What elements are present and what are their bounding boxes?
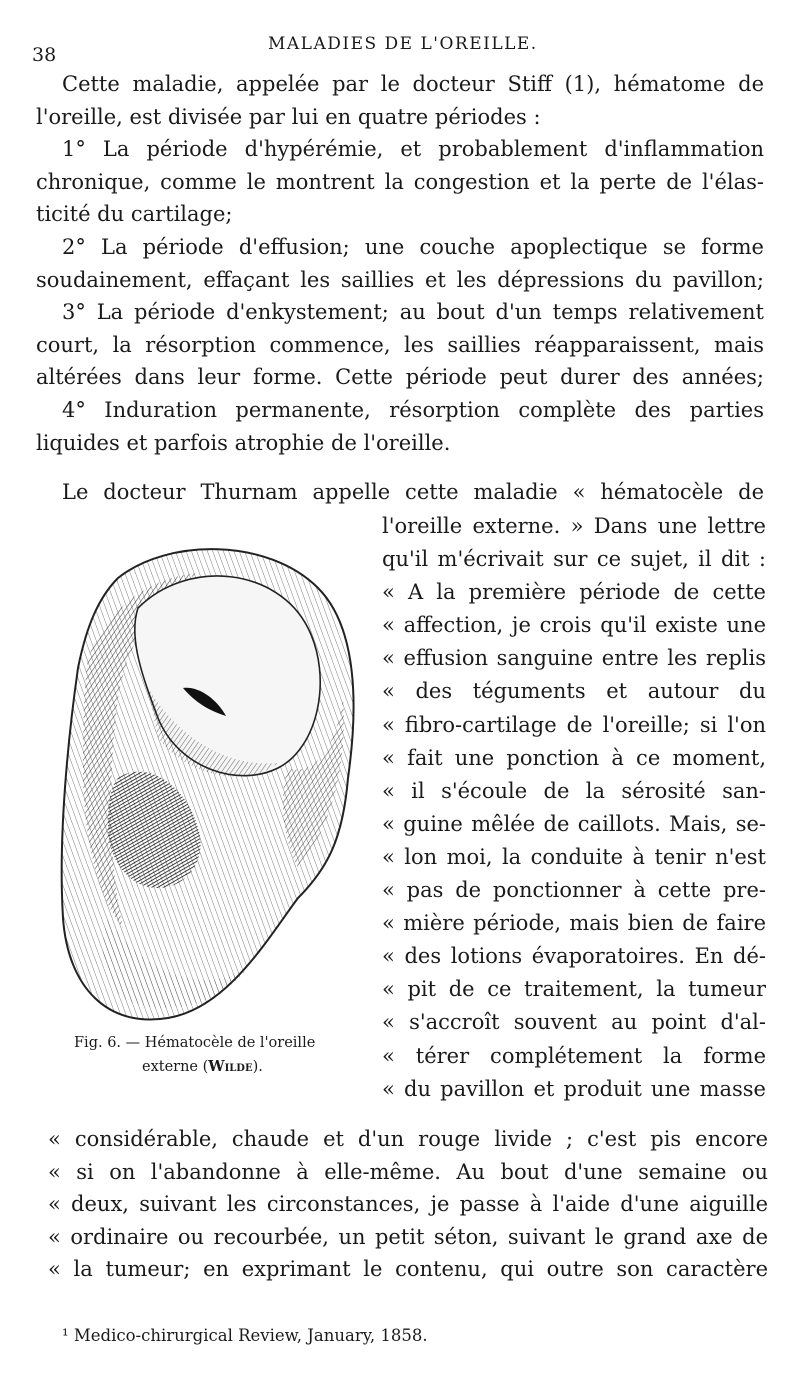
text-line: « si on l'abandonne à elle-même. Au bout d'une semaine ou <box>48 1159 768 1184</box>
text-line: « térer complétement la forme <box>382 1043 766 1068</box>
text-line: « il s'écoule de la sérosité san- <box>382 778 766 803</box>
text-line: « lon moi, la conduite à tenir n'est <box>382 844 766 869</box>
body-text-wrap-start <box>36 476 764 509</box>
text-line: « deux, suivant les circonstances, je passe à l'aide d'une aiguille <box>48 1192 768 1217</box>
body-text-top <box>36 68 764 459</box>
text-line: « la tumeur; en exprimant le contenu, qui outre son caractère <box>48 1257 768 1282</box>
text-line: « des lotions évaporatoires. En dé- <box>382 944 766 969</box>
text-line: Cette maladie, appelée par le docteur Stiff (1), hématome de <box>62 72 764 96</box>
ear-illustration <box>48 538 368 1032</box>
text-line: « fibro-cartilage de l'oreille; si l'on <box>382 712 766 737</box>
text-line: 3° La période d'enkystement; au bout d'un temps relativement <box>62 300 764 325</box>
text-line: chronique, comme le montrent la congestion et la perte de l'élas- <box>36 169 764 194</box>
text-line: « du pavillon et produit une masse <box>382 1076 766 1101</box>
ear-engraving-figure <box>48 538 368 1032</box>
text-line: court, la résorption commence, les saillies réapparaissent, mais <box>36 332 764 357</box>
text-line: 1° La période d'hypérémie, et probablement d'inflammation <box>62 137 764 162</box>
text-line: « considérable, chaude et d'un rouge livide ; c'est pis encore <box>48 1127 768 1151</box>
text-line: ticité du cartilage; <box>36 202 233 227</box>
text-line: liquides et parfois atrophie de l'oreille. <box>36 430 451 455</box>
text-line: l'oreille, est divisée par lui en quatre périodes : <box>36 104 541 129</box>
text-line: « mière période, mais bien de faire <box>382 911 766 936</box>
figure-caption <box>74 1032 364 1079</box>
text-line: « A la première période de cette <box>382 580 766 605</box>
caption-line: Fig. 6. — Hématocèle de l'oreille <box>74 1035 316 1051</box>
text-line: « fait une ponction à ce moment, <box>382 745 766 770</box>
text-line: « des téguments et autour du <box>382 679 766 704</box>
footnote: ¹ Medico-chirurgical Review, January, 1858. <box>62 1326 428 1345</box>
text-line: soudainement, effaçant les saillies et les dépressions du pavillon; <box>36 267 764 292</box>
text-line: « guine mêlée de caillots. Mais, se- <box>382 811 766 836</box>
body-text-beside-figure <box>382 510 766 1106</box>
text-line: « pas de ponctionner à cette pre- <box>382 878 766 903</box>
caption-text: externe ( <box>142 1059 209 1075</box>
text-line: 2° La période d'effusion; une couche apoplectique se forme <box>62 234 764 259</box>
caption-text: ). <box>252 1059 263 1075</box>
text-line: « ordinaire ou recourbée, un petit séton, suivant le grand axe de <box>48 1224 768 1249</box>
text-line: « pit de ce traitement, la tumeur <box>382 977 766 1002</box>
text-line: altérées dans leur forme. Cette période peut durer des années; <box>36 365 764 390</box>
text-line: Le docteur Thurnam appelle cette maladie « hématocèle de <box>62 480 764 504</box>
page-number: 38 <box>32 44 57 66</box>
text-line: « effusion sanguine entre les replis <box>382 646 766 671</box>
running-head: MALADIES DE L'OREILLE. <box>268 34 538 54</box>
text-line: « affection, je crois qu'il existe une <box>382 613 766 638</box>
text-line: qu'il m'écrivait sur ce sujet, il dit : <box>382 547 766 572</box>
caption-author: Wilde <box>208 1058 253 1075</box>
text-line: l'oreille externe. » Dans une lettre <box>382 514 766 538</box>
text-line: « s'accroît souvent au point d'al- <box>382 1010 766 1035</box>
page-header <box>28 30 772 66</box>
caption-line <box>74 1055 364 1079</box>
body-text-bottom <box>48 1123 768 1286</box>
text-line: 4° Induration permanente, résorption complète des parties <box>62 397 764 422</box>
